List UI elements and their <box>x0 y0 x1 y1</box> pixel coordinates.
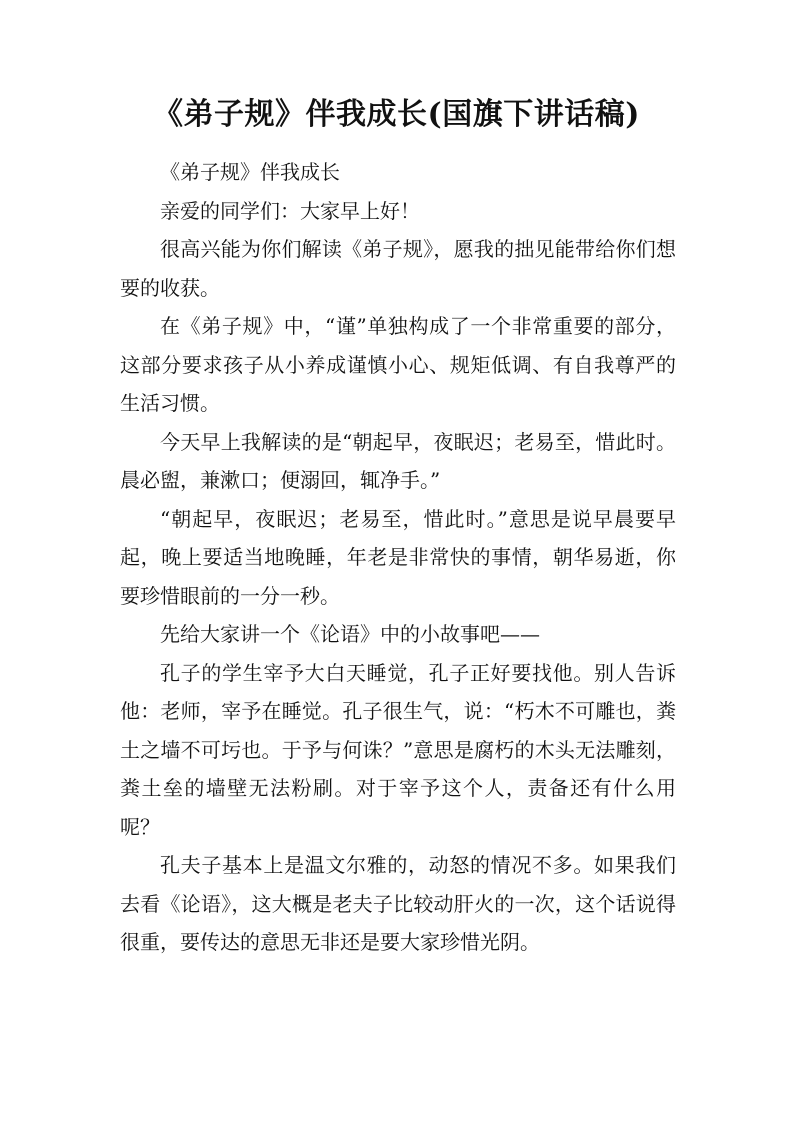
paragraph: “朝起早，夜眠迟；老易至，惜此时。”意思是说早晨要早起，晚上要适当地晚睡，年老是非常快的事情，朝华易逝，你要珍惜眼前的一分一秒。 <box>120 506 676 608</box>
paragraph: 孔子的学生宰予大白天睡觉，孔子正好要找他。别人告诉他：老师，宰予在睡觉。孔子很生气，说：“朽木不可雕也，粪土之墙不可圬也。于予与何诛？”意思是腐朽的木头无法雕刻，粪土垒的墙壁无法粉刷。对于宰予这个人，责备还有什么用呢？ <box>120 660 676 839</box>
paragraph: 今天早上我解读的是“朝起早，夜眠迟；老易至，惜此时。晨必盥，兼漱口；便溺回，辄净手。” <box>120 429 676 492</box>
document-body <box>120 153 676 962</box>
document-title: 《弟子规》伴我成长(国旗下讲话稿) <box>153 97 640 132</box>
paragraph: 孔夫子基本上是温文尔雅的，动怒的情况不多。如果我们去看《论语》，这大概是老夫子比较动肝火的一次，这个话说得很重，要传达的意思无非还是要大家珍惜光阴。 <box>120 853 676 954</box>
paragraph: 在《弟子规》中，“谨”单独构成了一个非常重要的部分，这部分要求孩子从小养成谨慎小心、规矩低调、有自我尊严的生活习惯。 <box>120 314 676 415</box>
paragraph: 先给大家讲一个《论语》中的小故事吧—— <box>160 622 540 646</box>
paragraph-greeting: 亲爱的同学们：大家早上好！ <box>160 198 420 223</box>
paragraph: 很高兴能为你们解读《弟子规》，愿我的拙见能带给你们想要的收获。 <box>120 237 676 300</box>
paragraph-subtitle: 《弟子规》伴我成长 <box>160 160 340 184</box>
